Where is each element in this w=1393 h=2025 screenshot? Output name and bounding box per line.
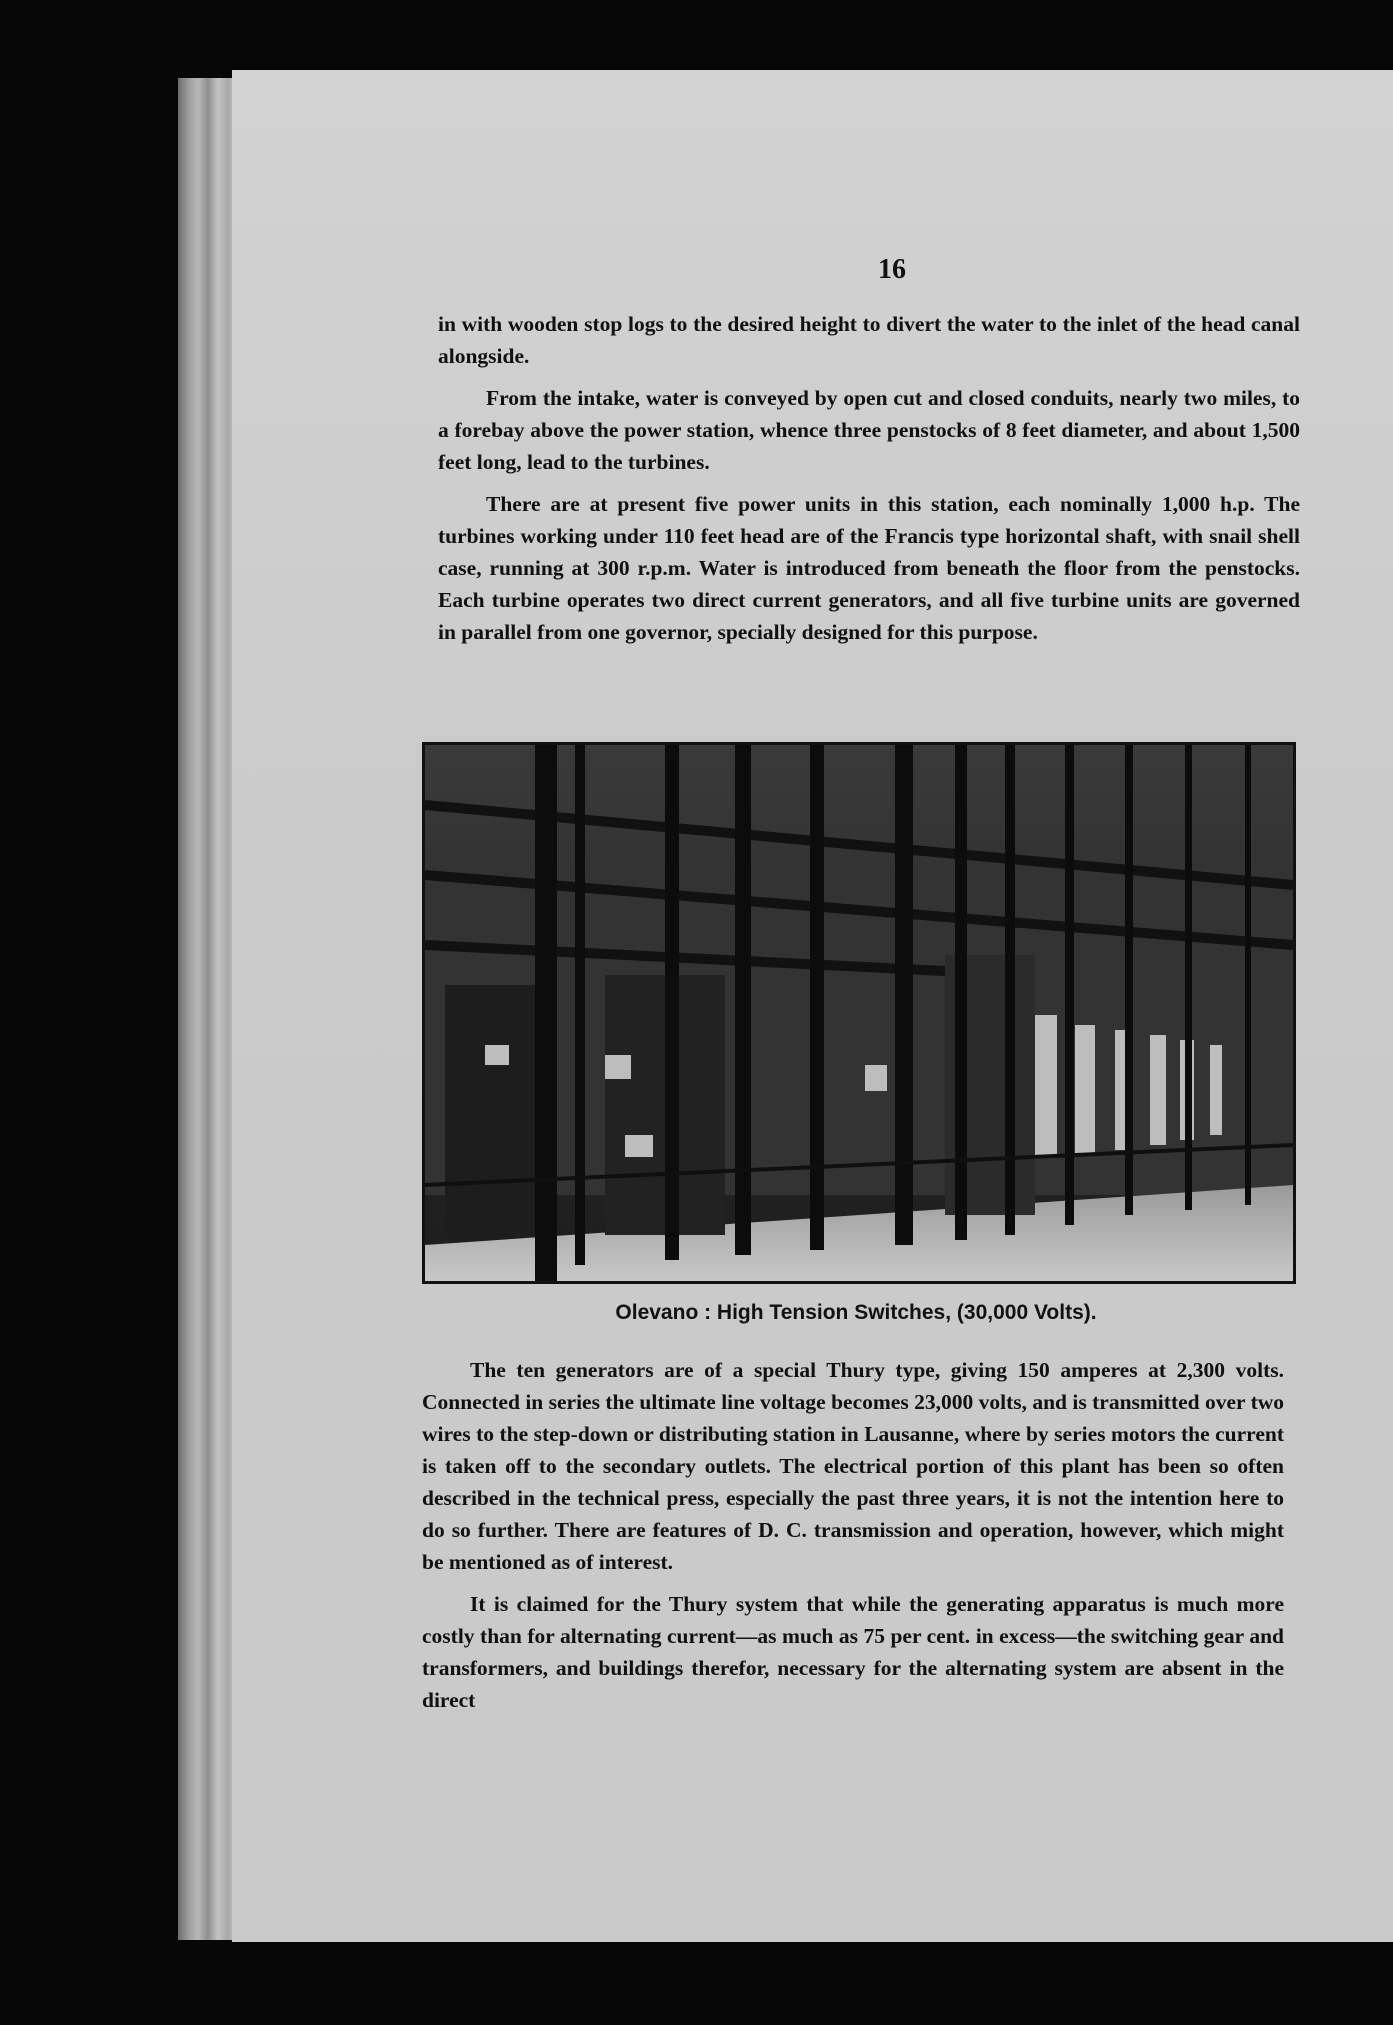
book-page-edges	[178, 78, 238, 1940]
paragraph: It is claimed for the Thury system that while the generating apparatus is much more costly than for alternating current—as much as 75 per cent. in excess—the switching gear and transformers, and buildings therefor, necessary for the alternating system are absent in the direct	[422, 1592, 1284, 1712]
figure-caption: Olevano : High Tension Switches, (30,000 Volts).	[615, 1301, 1097, 1324]
switchgear-photo-illustration	[425, 745, 1293, 1281]
text-block-top	[438, 308, 1300, 658]
scanned-page	[232, 70, 1393, 1942]
paragraph: From the intake, water is conveyed by open cut and closed conduits, nearly two miles, to a forebay above the power station, whence three penstocks of 8 feet diameter, and about 1,500 feet long, lead to the turbines.	[438, 386, 1300, 474]
paragraph: The ten generators are of a special Thury type, giving 150 amperes at 2,300 volts. Connected in series the ultimate line voltage becomes 23,000 volts, and is transmitted over two wires to the step-down or distributing station in Lausanne, where by series motors the current is taken off to the secondary outlets. The electrical portion of this plant has been so often described in the technical press, especially the past three years, it is not the intention here to do so further. There are features of D. C. transmission and operation, however, which might be mentioned as of interest.	[422, 1358, 1284, 1574]
paragraph: There are at present five power units in this station, each nominally 1,000 h.p. The turbines working under 110 feet head are of the Francis type horizontal shaft, with snail shell case, running at 300 r.p.m. Water is introduced from beneath the floor from the penstocks. Each turbine operates two direct current generators, and all five turbine units are governed in parallel from one governor, specially designed for this purpose.	[438, 492, 1300, 644]
switchgear-photograph	[422, 742, 1296, 1284]
text-block-bottom	[422, 1354, 1284, 1726]
page-number: 16	[878, 254, 906, 285]
paragraph: in with wooden stop logs to the desired height to divert the water to the inlet of the head canal alongside.	[438, 312, 1300, 368]
